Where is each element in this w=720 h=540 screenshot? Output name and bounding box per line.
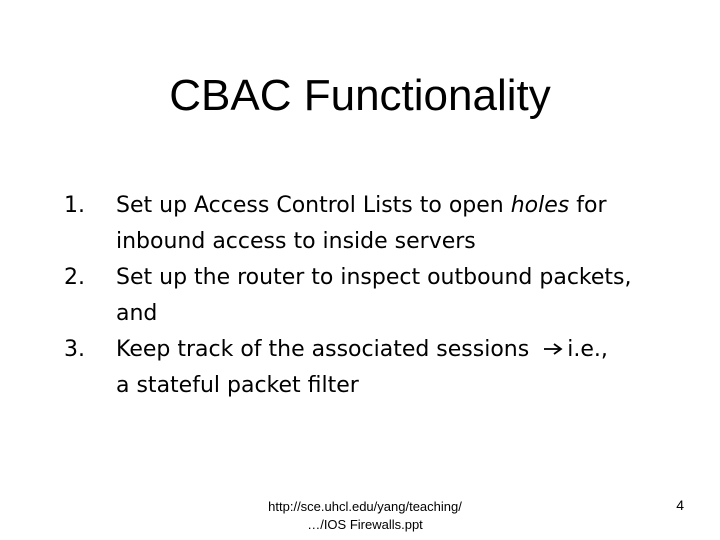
list-number: 2. [64,265,85,290]
list-item-line: a stateful packet filter [116,373,359,398]
list-item-line: Set up the router to inspect outbound packets, [116,265,632,290]
footer-url-line: http://sce.uhcl.edu/yang/teaching/ [268,499,462,514]
emphasis-text: holes [510,193,570,218]
list-number: 3. [64,337,85,362]
page-number: 4 [676,497,684,513]
footer-url [230,498,500,534]
list-item-text: Keep track of the associated sessions [116,337,530,362]
list-item-line: and [116,301,158,326]
footer-url-line: …/IOS Firewalls.ppt [307,517,423,532]
slide-title: CBAC Functionality [169,71,551,120]
list-item-text: for [569,193,607,218]
list-number: 1. [64,193,85,218]
list-item [64,332,684,404]
list-item-line: inbound access to inside servers [116,229,476,254]
list-item [64,188,684,260]
list-item [64,260,684,332]
list-item-text: i.e., [567,337,608,362]
right-arrow-icon [543,332,563,368]
list-item-text: Set up Access Control Lists to open [116,193,511,218]
numbered-list [64,188,684,404]
list-item-line [116,332,684,368]
list-item-line [116,188,684,224]
